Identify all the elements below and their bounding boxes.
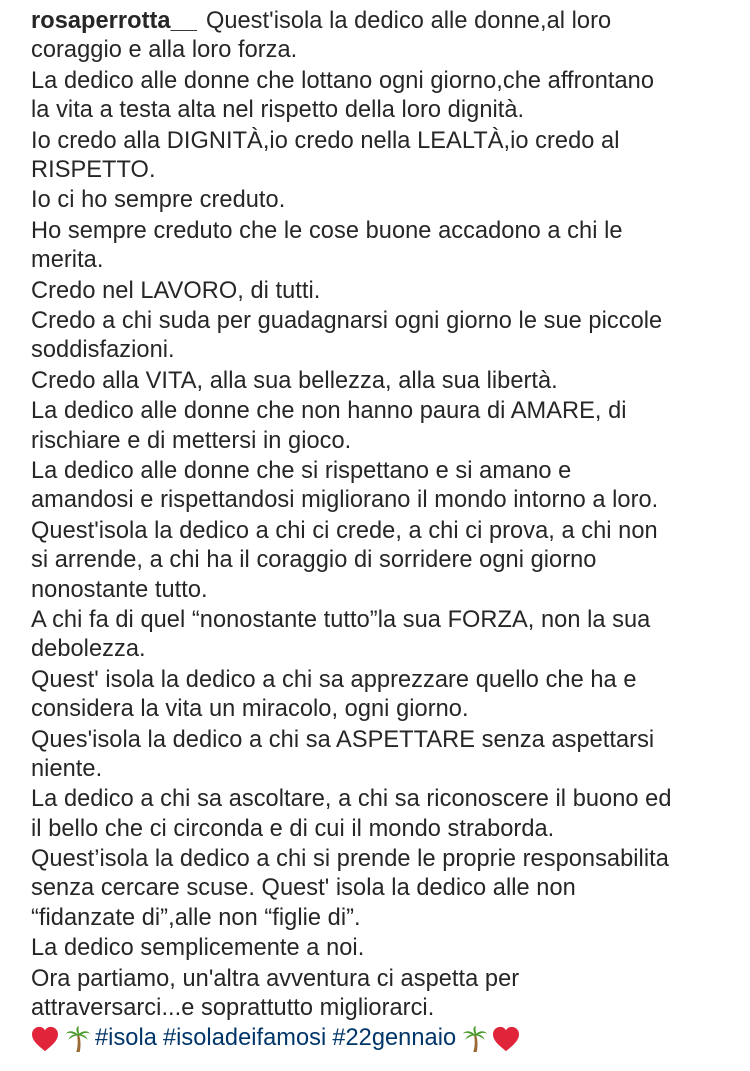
heart-icon [31, 1026, 59, 1052]
caption-line: La dedico a chi sa ascoltare, a chi sa riconoscere il buono ed [31, 786, 672, 813]
caption-paragraph [31, 666, 743, 725]
caption-paragraph [31, 217, 743, 276]
caption-line: “fidanzate di”,alle non “figlie di”. [31, 904, 361, 931]
post-caption [31, 7, 743, 1054]
caption-line: Ques'isola la dedico a chi sa ASPETTARE senza aspettarsi [31, 726, 655, 753]
caption-paragraph [31, 186, 743, 215]
caption-line: coraggio e alla loro forza. [31, 37, 298, 64]
caption-paragraph [31, 606, 743, 665]
caption-line: La dedico alle donne che si rispettano e si amano e [31, 458, 572, 485]
caption-line: A chi fa di quel “nonostante tutto”la sua FORZA, non la sua [31, 607, 651, 633]
caption-paragraph [31, 67, 743, 126]
palm-trunk [473, 1036, 477, 1052]
palm-trunk [76, 1036, 80, 1052]
caption-paragraphs [31, 67, 743, 1024]
palm-tree-icon [65, 1025, 91, 1053]
caption-line: merita. [31, 247, 104, 274]
caption-paragraph [31, 934, 743, 963]
caption-line: Quest'isola la dedico a chi ci crede, a chi ci prova, a chi non [31, 517, 658, 544]
caption-paragraph [31, 397, 743, 456]
caption-hashtag-line [31, 1024, 743, 1053]
caption-line: rischiare e di mettersi in gioco. [31, 427, 352, 454]
caption-paragraph [31, 785, 743, 844]
caption-line: Io ci ho sempre creduto. [31, 187, 286, 214]
caption-line: La dedico alle donne che non hanno paura di AMARE, di [31, 398, 627, 425]
caption-line: considera la vita un miracolo, ogni giorno. [31, 696, 469, 723]
caption-line: Credo a chi suda per guadagnarsi ogni giorno le sue piccole [31, 308, 663, 335]
caption-line: senza cercare scuse. Quest' isola la dedico alle non [31, 875, 576, 902]
heart-shape [32, 1027, 58, 1051]
caption-paragraph [31, 277, 743, 306]
caption-line: soddisfazioni. [31, 337, 175, 364]
caption-line: debolezza. [31, 636, 146, 663]
caption-line: Credo alla VITA, alla sua bellezza, alla sua libertà. [31, 367, 558, 394]
caption-line [31, 7, 743, 36]
caption-paragraph [31, 127, 743, 186]
caption-paragraph [31, 965, 743, 1024]
caption-line: il bello che ci circonda e di cui il mondo straborda. [31, 815, 555, 842]
caption-line: Quest' isola la dedico a chi sa apprezzare quello che ha e [31, 666, 637, 693]
caption-line: La dedico semplicemente a noi. [31, 935, 365, 962]
hashtag-link[interactable]: #isoladeifamosi [162, 1025, 327, 1052]
caption-paragraph [31, 457, 743, 516]
caption-line: Ora partiamo, un'altra avventura ci aspetta per [31, 965, 520, 992]
caption-paragraph [31, 517, 743, 605]
heart-shape [493, 1027, 519, 1051]
caption-intro [31, 7, 743, 66]
hashtag-link[interactable]: #isola [95, 1025, 157, 1052]
username-link[interactable]: rosaperrotta__ [31, 8, 197, 34]
caption-line: Quest’isola la dedico a chi si prende le proprie responsabilita [31, 846, 669, 873]
caption-intro-text: Quest'isola la dedico alle donne,al loro [205, 8, 612, 34]
caption-line: La dedico alle donne che lottano ogni giorno,che affrontano [31, 67, 654, 94]
caption-line: si arrende, a chi ha il coraggio di sorridere ogni giorno [31, 547, 597, 574]
caption-paragraph [31, 845, 743, 933]
caption-line: attraversarci...e soprattutto migliorarci. [31, 994, 435, 1021]
caption-line: Credo nel LAVORO, di tutti. [31, 277, 321, 304]
palm-tree-icon [462, 1025, 488, 1053]
caption-line: niente. [31, 755, 103, 782]
caption-line: Ho sempre creduto che le cose buone accadono a chi le [31, 217, 623, 244]
caption-line: RISPETTO. [31, 156, 156, 183]
hashtag-link[interactable]: #22gennaio [332, 1025, 457, 1052]
caption-line: la vita a testa alta nel rispetto della loro dignità. [31, 97, 525, 124]
caption-line: nonostante tutto. [31, 576, 208, 603]
caption-paragraph [31, 307, 743, 366]
heart-icon [492, 1026, 520, 1052]
caption-line: Io credo alla DIGNITÀ,io credo nella LEALTÀ,io credo al [31, 127, 620, 154]
caption-line: amandosi e rispettandosi migliorano il mondo intorno a loro. [31, 487, 659, 514]
caption-paragraph [31, 367, 743, 396]
caption-paragraph [31, 726, 743, 785]
